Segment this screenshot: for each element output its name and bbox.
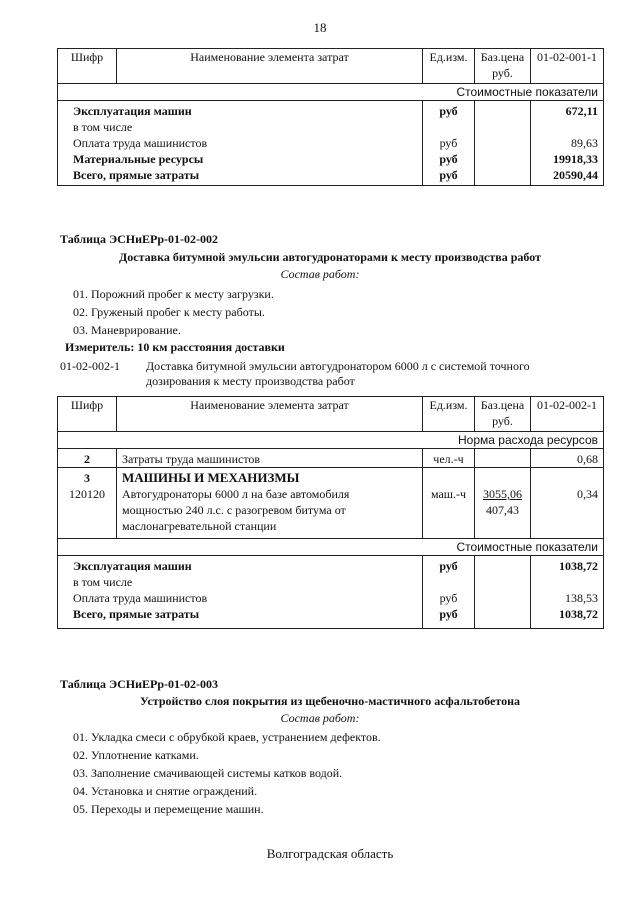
table-row: Эксплуатация машин руб 672,11 <box>58 101 604 120</box>
header-col-code: 01-02-001-1 <box>531 49 604 84</box>
section-cost-label: Стоимостные показатели <box>58 539 604 556</box>
works-label-003: Состав работ: <box>280 711 360 725</box>
meter-002: Измеритель: 10 км расстояния доставки <box>65 340 285 354</box>
work-item: 04. Установка и снятие ограждений. <box>73 784 258 798</box>
table-row: 2 Затраты труда машинистов чел.-ч 0,68 <box>58 449 604 468</box>
section-cost-row <box>58 84 604 101</box>
header-name: Наименование элемента затрат <box>117 49 423 84</box>
section-norm-label: Норма расхода ресурсов <box>58 432 604 449</box>
work-item: 01. Укладка смеси с обрубкой краев, устранением дефектов. <box>73 730 381 744</box>
table-row: Всего, прямые затраты руб 1038,72 <box>58 606 604 629</box>
item-text-line1: Доставка битумной эмульсии автогудронатором 6000 л с системой точного <box>146 359 530 373</box>
table-row: Оплата труда машинистов руб 138,53 <box>58 590 604 606</box>
header-unit: Ед.изм. <box>423 49 475 84</box>
section-title-003: Устройство слоя покрытия из щебеночно-мастичного асфальтобетона <box>139 694 521 708</box>
work-item: 02. Груженый пробег к месту работы. <box>73 305 265 319</box>
table-row: 3 МАШИНЫ И МЕХАНИЗМЫ <box>58 468 604 487</box>
header-col-code: 01-02-002-1 <box>531 397 604 432</box>
work-item: 01. Порожний пробег к месту загрузки. <box>73 287 274 301</box>
header-unit: Ед.изм. <box>423 397 475 432</box>
section-norm-row <box>58 432 604 449</box>
table-01-02-001 <box>57 48 604 186</box>
table-row: Всего, прямые затраты руб 20590,44 <box>58 167 604 186</box>
work-item: 02. Уплотнение катками. <box>73 748 199 762</box>
work-item: 03. Заполнение смачивающей системы катков водой. <box>73 766 343 780</box>
table-label-003: Таблица ЭСНиЕРр-01-02-003 <box>60 677 219 691</box>
section-title-002: Доставка битумной эмульсии автогудронаторами к месту производства работ <box>119 250 541 264</box>
work-item: 05. Переходы и перемещение машин. <box>73 802 264 816</box>
section-cost-label: Стоимостные показатели <box>58 84 604 101</box>
table-01-02-002 <box>57 396 604 629</box>
table-row: Материальные ресурсы руб 19918,33 <box>58 151 604 167</box>
table-row: 120120 Автогудронаторы 6000 л на базе автомобиля мощностью 240 л.с. с разогревом битума от маслонагревательной станции маш.-ч 3055,06 407,43 0,34 <box>58 486 604 539</box>
table-header-row <box>58 49 604 84</box>
header-code: Шифр <box>58 49 117 84</box>
table-row: Эксплуатация машин руб 1038,72 <box>58 556 604 575</box>
page-number: 18 <box>313 20 327 35</box>
item-text-line2: дозирования к месту производства работ <box>146 374 355 388</box>
works-label-002: Состав работ: <box>280 267 360 281</box>
work-item: 03. Маневрирование. <box>73 323 181 337</box>
table-row: в том числе <box>58 119 604 135</box>
table-header-row <box>58 397 604 432</box>
header-code: Шифр <box>58 397 117 432</box>
table-label-002: Таблица ЭСНиЕРр-01-02-002 <box>60 232 219 246</box>
table-row: Оплата труда машинистов руб 89,63 <box>58 135 604 151</box>
header-base-price: Баз.цена руб. <box>475 397 531 432</box>
page-footer: Волгоградская область <box>266 846 394 861</box>
header-name: Наименование элемента затрат <box>117 397 423 432</box>
header-base-price: Баз.цена руб. <box>475 49 531 84</box>
table-row: в том числе <box>58 574 604 590</box>
item-code-002: 01-02-002-1 <box>60 359 120 373</box>
section-cost-row <box>58 539 604 556</box>
